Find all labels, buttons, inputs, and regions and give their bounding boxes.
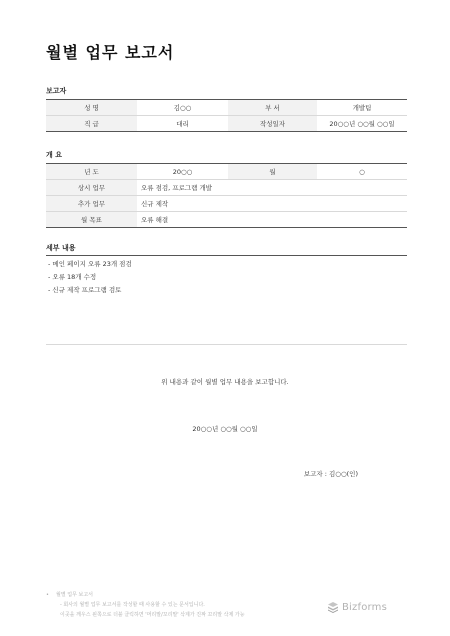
department-label: 부 서 xyxy=(228,100,317,116)
closing-date: 20○○년 ○○월 ○○일 xyxy=(192,425,258,433)
list-item: - 오류 18개 수정 xyxy=(48,273,97,281)
bizforms-logo xyxy=(327,601,387,613)
footer-line-2: 이곳을 깨우스 왼쪽으로 더블 클릭하면 '머리말/꼬리말' 삭제가 진짜 꼬리말 삭제 가능 xyxy=(60,612,245,618)
month-value: ○ xyxy=(317,164,407,180)
year-value: 20○○ xyxy=(137,164,228,180)
additional-work-label: 추가 업무 xyxy=(46,196,137,212)
closing-statement: 위 내용과 같이 월별 업무 내용을 보고합니다. xyxy=(161,378,289,386)
written-date-value: 20○○년 ○○월 ○○일 xyxy=(317,116,407,132)
table-row xyxy=(46,180,407,196)
list-item: - 신규 제작 프로그램 검토 xyxy=(48,286,122,294)
details-box xyxy=(46,255,407,345)
monthly-goal-value: 오류 해결 xyxy=(137,212,407,228)
table-row xyxy=(46,164,407,180)
rank-value: 대리 xyxy=(137,116,228,132)
written-date-label: 작성일자 xyxy=(228,116,317,132)
footer-line-1: - 회사의 월별 업무 보고서를 작성할 때 사용할 수 있는 문서입니다. xyxy=(60,602,205,608)
list-item: - 메인 페이지 오류 23개 점검 xyxy=(48,260,132,268)
footer-title: 월별 업무 보고서 xyxy=(56,592,93,598)
table-row xyxy=(46,100,407,116)
regular-work-label: 상시 업무 xyxy=(46,180,137,196)
footer-bullet: • xyxy=(46,592,49,598)
rank-label: 직 급 xyxy=(46,116,137,132)
overview-section-label: 개 요 xyxy=(46,151,62,159)
regular-work-value: 오류 점검, 프로그램 개발 xyxy=(137,180,407,196)
bizforms-brand-text: Bizforms xyxy=(342,601,388,613)
footer-note xyxy=(46,590,245,620)
table-row xyxy=(46,196,407,212)
overview-table xyxy=(46,163,407,228)
reporter-section-label: 보고자 xyxy=(46,87,67,95)
reporter-signature: 보고자 : 김○○(인) xyxy=(303,470,358,478)
department-value: 개발팀 xyxy=(317,100,407,116)
details-section-label: 세부 내용 xyxy=(46,244,76,252)
table-row xyxy=(46,212,407,228)
document-title: 월별 업무 보고서 xyxy=(46,43,175,62)
name-label: 성 명 xyxy=(46,100,137,116)
name-value: 김○○ xyxy=(137,100,228,116)
bizforms-logo-icon xyxy=(327,601,339,613)
monthly-goal-label: 월 목표 xyxy=(46,212,137,228)
reporter-table xyxy=(46,99,407,132)
month-label: 월 xyxy=(228,164,317,180)
year-label: 년 도 xyxy=(46,164,137,180)
table-row xyxy=(46,116,407,132)
additional-work-value: 신규 제작 xyxy=(137,196,407,212)
